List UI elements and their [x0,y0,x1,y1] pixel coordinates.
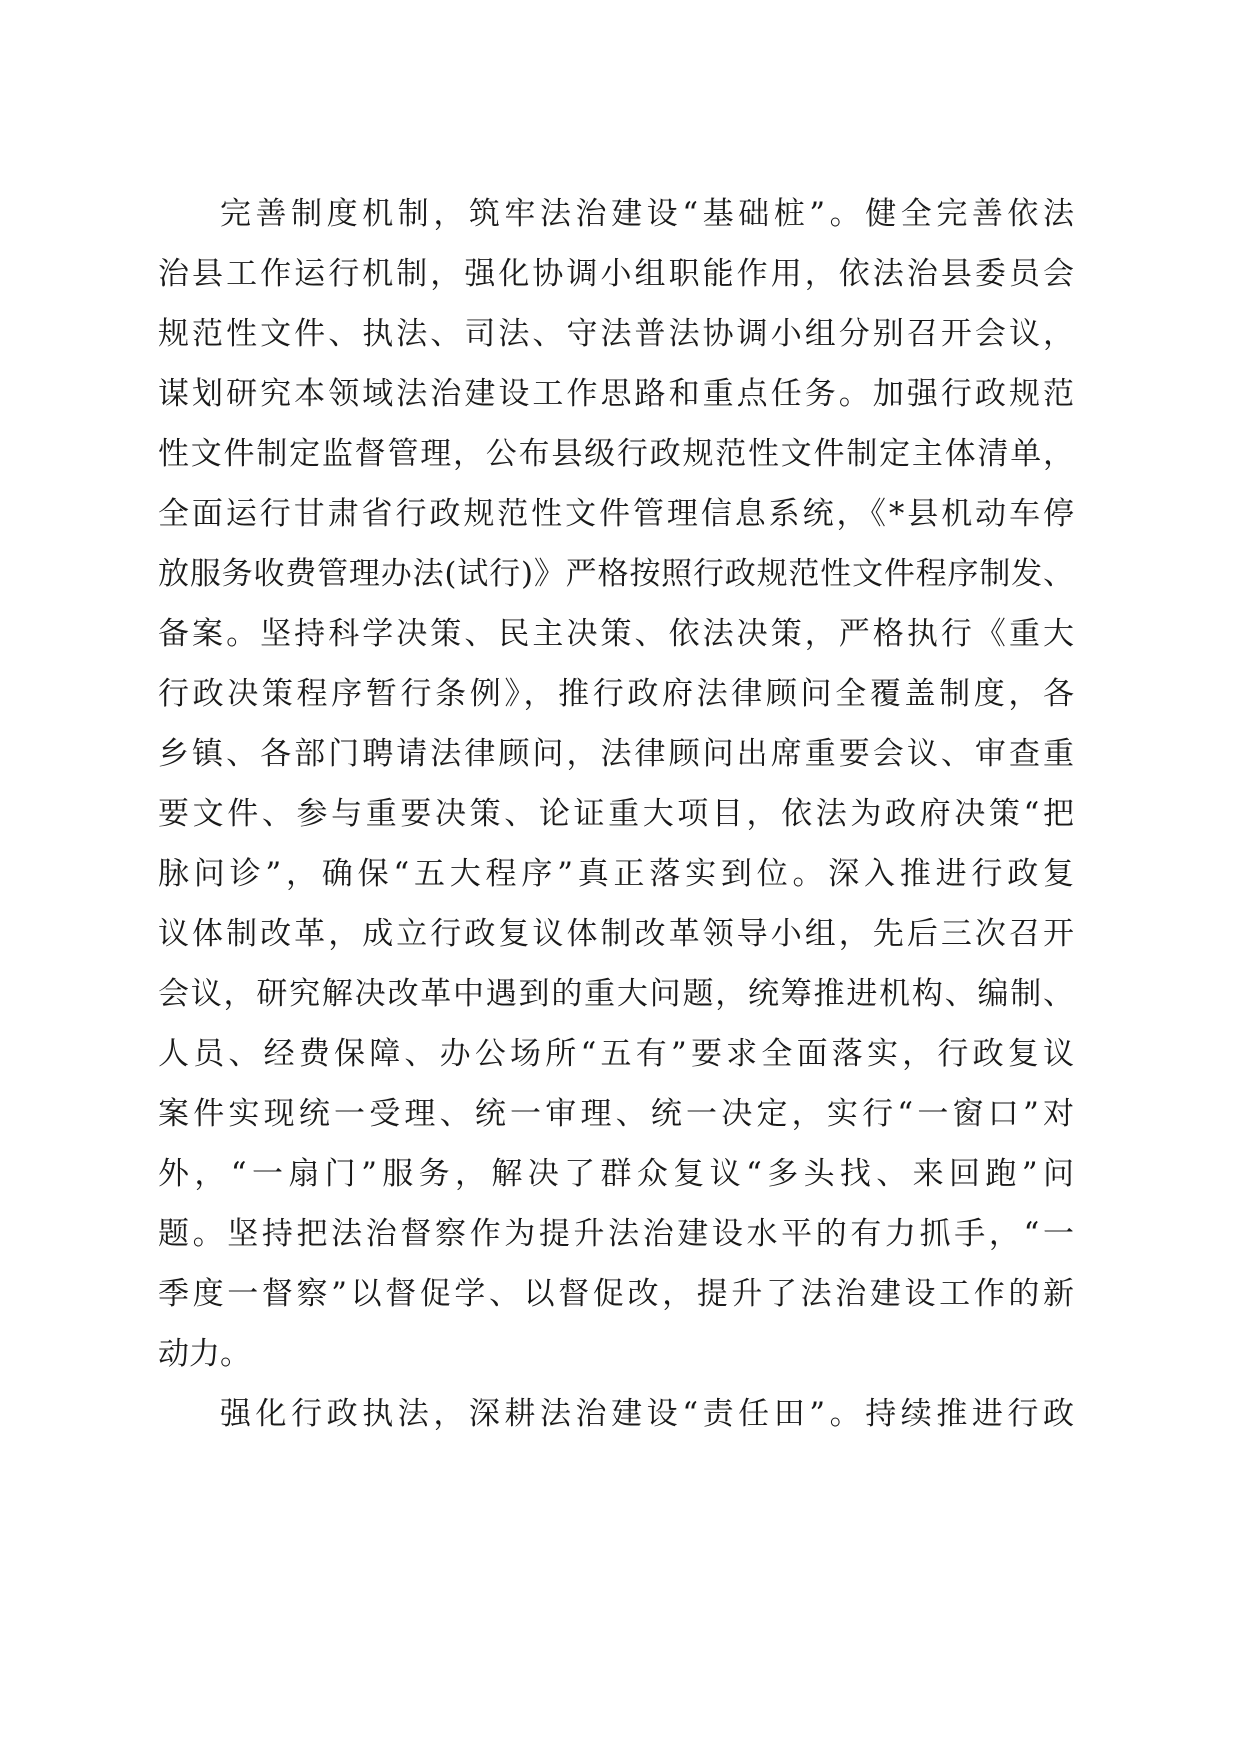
text-line: 脉问诊”，确保“五大程序”真正落实到位。深入推进行政复 [158,856,1074,892]
text-line: 议体制改革，成立行政复议体制改革领导小组，先后三次召开 [158,916,1074,952]
text-line: 放服务收费管理办法(试行)》严格按照行政规范性文件程序制发、 [158,556,1074,592]
text-line: 性文件制定监督管理，公布县级行政规范性文件制定主体清单， [158,436,1074,472]
text-line: 外，“一扇门”服务，解决了群众复议“多头找、来回跑”问 [158,1156,1074,1192]
paragraph-administrative-enforcement [158,1384,1074,1444]
text-line: 季度一督察”以督促学、以督促改，提升了法治建设工作的新 [158,1276,1074,1312]
text-line: 备案。坚持科学决策、民主决策、依法决策，严格执行《重大 [158,616,1074,652]
text-line: 行政决策程序暂行条例》，推行政府法律顾问全覆盖制度，各 [158,676,1074,712]
text-line: 规范性文件、执法、司法、守法普法协调小组分别召开会议， [158,316,1074,352]
text-line: 完善制度机制，筑牢法治建设“基础桩”。健全完善依法 [220,196,1074,232]
text-line: 题。坚持把法治督察作为提升法治建设水平的有力抓手，“一 [158,1216,1074,1252]
text-line: 会议，研究解决改革中遇到的重大问题，统筹推进机构、编制、 [158,976,1074,1012]
text-line: 治县工作运行机制，强化协调小组职能作用，依法治县委员会 [158,256,1074,292]
paragraph-institutional-mechanism [158,184,1074,1384]
text-line: 全面运行甘肃省行政规范性文件管理信息系统，《*县机动车停 [158,496,1074,532]
document-body [158,184,1074,1444]
text-line: 人员、经费保障、办公场所“五有”要求全面落实，行政复议 [158,1036,1074,1072]
text-line: 强化行政执法，深耕法治建设“责任田”。持续推进行政 [220,1396,1074,1432]
text-line: 乡镇、各部门聘请法律顾问，法律顾问出席重要会议、审查重 [158,736,1074,772]
text-line: 要文件、参与重要决策、论证重大项目，依法为政府决策“把 [158,796,1074,832]
text-line: 动力。 [158,1336,251,1372]
text-line: 谋划研究本领域法治建设工作思路和重点任务。加强行政规范 [158,376,1074,412]
text-line: 案件实现统一受理、统一审理、统一决定，实行“一窗口”对 [158,1096,1074,1132]
